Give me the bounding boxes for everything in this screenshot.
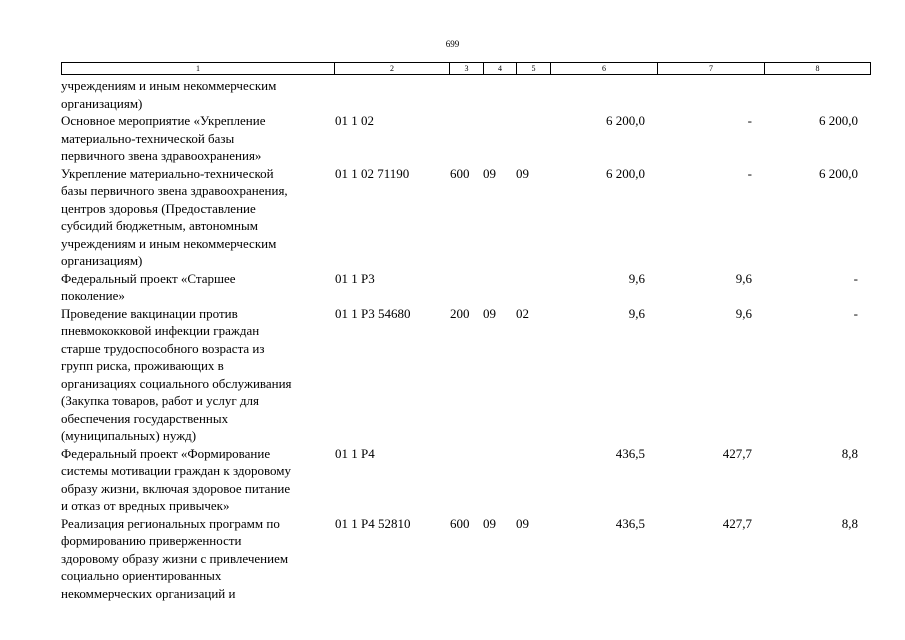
column-header-3: 3: [450, 63, 484, 75]
description-line: групп риска, проживающих в: [61, 358, 224, 373]
description-line: центров здоровья (Предоставление: [61, 200, 256, 216]
description-line: Основное мероприятие «Укрепление: [61, 113, 266, 128]
description-line: Реализация региональных программ по: [61, 515, 280, 531]
row-regional-amount: 6 200,0: [819, 113, 858, 128]
description-line: Укрепление материально-технической: [61, 165, 274, 181]
table-row: [0, 515, 905, 603]
description-line: учреждениям и иным некоммерческим: [61, 235, 277, 251]
row-federal-amount: -: [747, 113, 752, 128]
row-expense-type: 600: [450, 515, 470, 531]
row-description: [61, 270, 333, 305]
description-line: субсидий бюджетным, автономным: [61, 218, 258, 233]
row-code: 01 1 P3 54680: [335, 305, 411, 321]
description-line: старше трудоспособного возраста из: [61, 340, 265, 356]
row-section: 09: [483, 515, 496, 531]
row-total: 6 200,0: [606, 113, 645, 128]
row-code: 01 1 P3: [335, 270, 375, 286]
description-line: первичного звена здравоохранения»: [61, 148, 262, 163]
row-section: 09: [483, 165, 496, 181]
description-line: организациях социального обслуживания: [61, 375, 292, 391]
row-section: 09: [483, 305, 496, 321]
row-regional-amount: 6 200,0: [819, 165, 858, 181]
row-regional-amount: -: [853, 305, 858, 321]
row-federal-amount: 427,7: [722, 445, 752, 461]
row-regional-amount: -: [853, 270, 858, 286]
table-row: [0, 112, 905, 165]
row-code: 01 1 P4 52810: [335, 515, 411, 531]
description-line: организациям): [61, 95, 143, 111]
description-line: здоровому образу жизни с привлечением: [61, 550, 289, 566]
column-header-2: 2: [335, 63, 450, 75]
row-total: 6 200,0: [606, 165, 645, 181]
description-line: материально-технической базы: [61, 130, 235, 146]
table-row: [0, 270, 905, 305]
table-row: [0, 445, 905, 515]
description-line: формированию приверженности: [61, 533, 242, 548]
row-regional-amount: 8,8: [841, 445, 858, 461]
row-federal-amount: 427,7: [722, 515, 752, 531]
row-subsection: 02: [516, 305, 529, 321]
description-line: (муниципальных) нужд): [61, 428, 197, 443]
row-code: 01 1 02: [335, 113, 374, 128]
row-expense-type: 200: [450, 305, 470, 321]
row-federal-amount: 9,6: [735, 305, 752, 321]
table-row: [0, 77, 905, 112]
table-row: [0, 305, 905, 445]
row-federal-amount: -: [747, 165, 752, 181]
row-subsection: 09: [516, 165, 529, 181]
column-header-row: [62, 63, 871, 75]
description-line: базы первичного звена здравоохранения,: [61, 183, 288, 198]
description-line: обеспечения государственных: [61, 410, 229, 426]
column-header-1: 1: [62, 63, 335, 75]
column-header-4: 4: [484, 63, 517, 75]
row-regional-amount: 8,8: [841, 515, 858, 531]
description-line: организациям): [61, 253, 143, 268]
row-code: 01 1 P4: [335, 445, 375, 461]
description-line: социально ориентированных: [61, 568, 222, 583]
column-header-6: 6: [551, 63, 658, 75]
row-code: 01 1 02 71190: [335, 165, 410, 181]
table-row: [0, 165, 905, 270]
row-description: [61, 112, 333, 165]
row-total: 9,6: [628, 270, 645, 286]
row-total: 436,5: [615, 445, 645, 461]
description-line: и отказ от вредных привычек»: [61, 498, 230, 513]
description-line: учреждениям и иным некоммерческим: [61, 78, 277, 93]
description-line: (Закупка товаров, работ и услуг для: [61, 393, 259, 408]
row-subsection: 09: [516, 515, 529, 531]
row-description: [61, 165, 333, 270]
row-description: [61, 77, 333, 112]
page-number: 699: [445, 39, 460, 49]
row-federal-amount: 9,6: [735, 270, 752, 286]
row-expense-type: 600: [450, 165, 470, 181]
description-line: Проведение вакцинации против: [61, 305, 238, 321]
description-line: Федеральный проект «Формирование: [61, 445, 271, 461]
description-line: системы мотивации граждан к здоровому: [61, 463, 291, 478]
column-header-8: 8: [765, 63, 871, 75]
description-line: образу жизни, включая здоровое питание: [61, 480, 291, 496]
row-total: 436,5: [615, 515, 645, 531]
description-line: Федеральный проект «Старшее: [61, 270, 236, 286]
row-total: 9,6: [628, 305, 645, 321]
description-line: пневмококковой инфекции граждан: [61, 323, 260, 338]
row-description: [61, 445, 333, 515]
column-header-5: 5: [517, 63, 551, 75]
row-description: [61, 515, 333, 603]
column-header-7: 7: [658, 63, 765, 75]
row-description: [61, 305, 333, 445]
description-line: некоммерческих организаций и: [61, 585, 236, 601]
column-header-table: [61, 62, 871, 75]
description-line: поколение»: [61, 288, 125, 303]
table-body: [0, 77, 905, 602]
